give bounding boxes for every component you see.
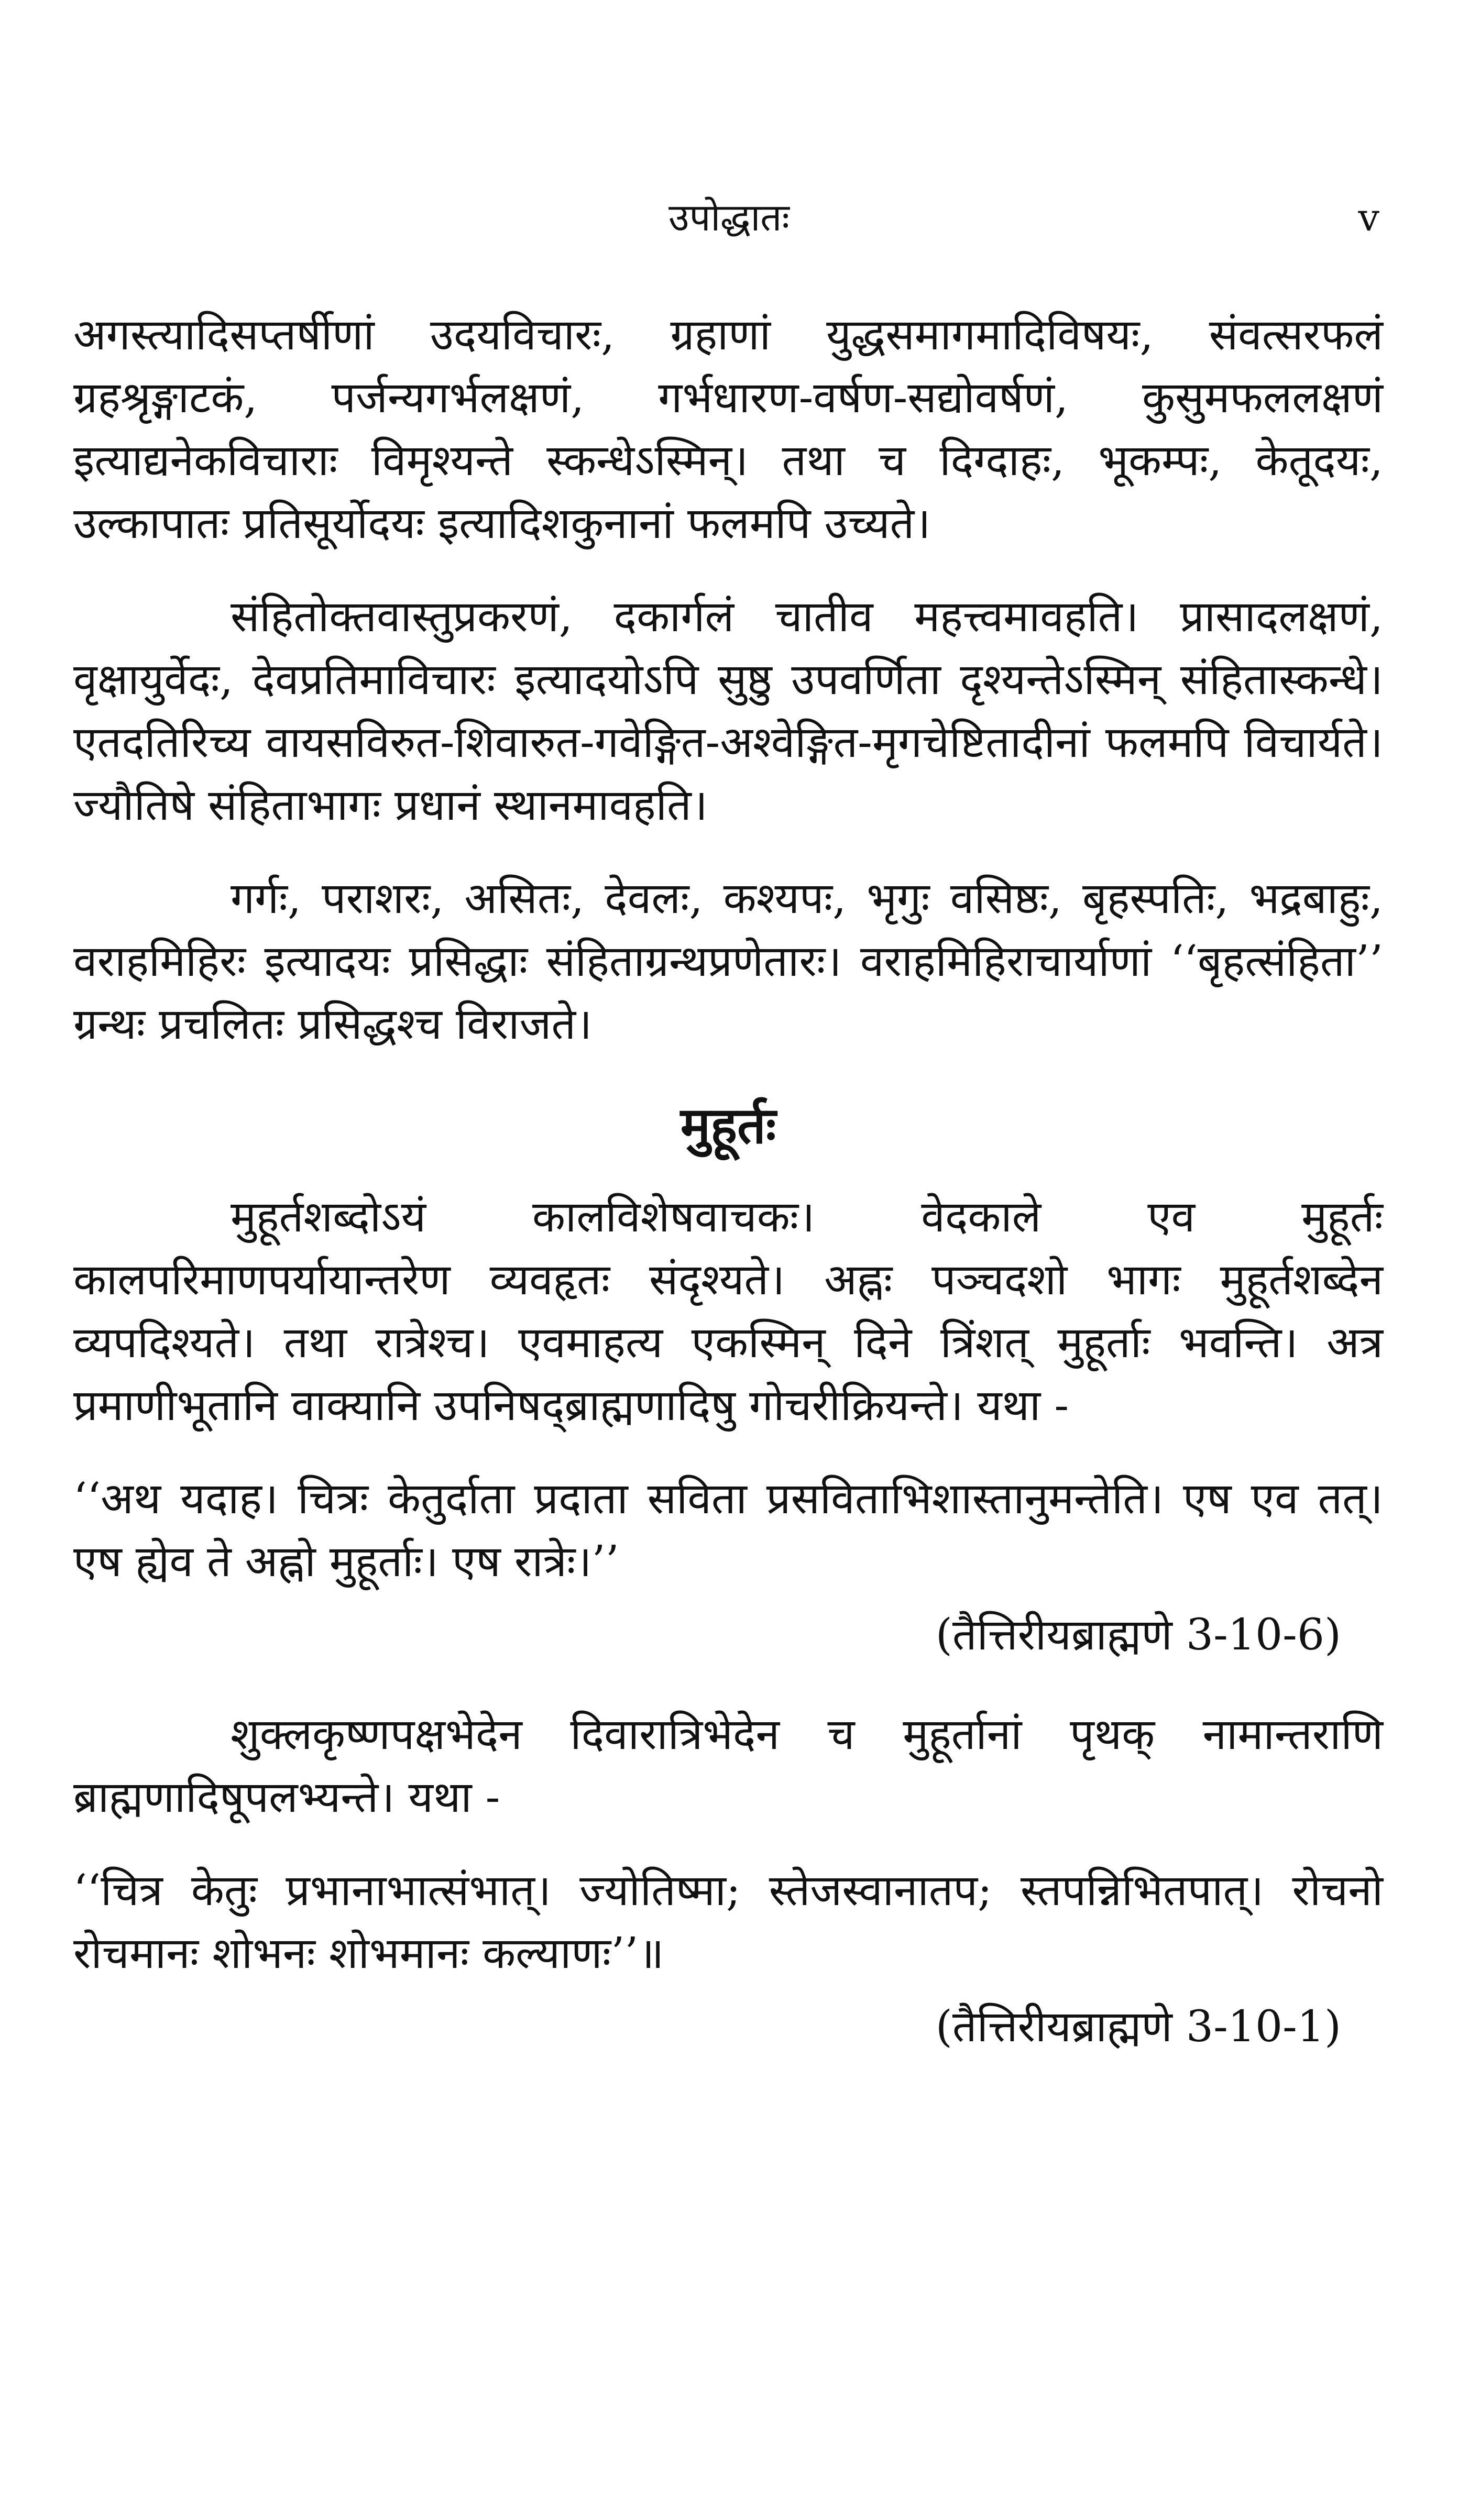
paragraph-vastu: संहितोक्तवास्तुप्रकरणं, दकार्गलं चातीव महत्त्वमावहति। प्रासादलक्षणं, वृक्षायुर्वेदः, देवप्रतिमाविचारः इत्यादयोऽपि सुष्ठु उपवर्णिता दृश्यन्तेऽस्मिन् संहितास्कन्धे। एतदतिरिच्य वायसविरुत-शिवारुत-गवेङ्गित-अश्वेङ्गित-मृगचेष्टितादीनां फलमपि विचार्यते। ज्यौतिषे संहिताभागः प्रधानं स्थानमावहति। bbox=[73, 592, 1383, 830]
paragraph-muhurta-names: शुक्लकृष्णपक्षभेदेन दिवारात्रिभेदेन च मुहूर्तानां पृथक् नामान्तराणि ब्राह्मणादिषूपलभ्यन्ते। यथा - bbox=[73, 1710, 1383, 1822]
page-body bbox=[73, 304, 1383, 2095]
page-number: v bbox=[1358, 195, 1379, 239]
running-head: उपोद्धातः bbox=[668, 195, 790, 239]
paragraph-authors: गर्गः, पराशरः, असितः, देवलः, कश्यपः, भृगुः वसिष्ठः, बृहस्पतिः, भद्रबाहुः, वराहमिहिरः इत्यादयः प्रसिद्धाः संहिताग्रन्थप्रणेतारः। वराहमिहिराचार्याणां ‘‘बृहत्संहिता’’ ग्रन्थः प्रचलितः प्रसिद्धश्च विराजते। bbox=[73, 874, 1383, 1049]
page-header bbox=[73, 189, 1385, 246]
quotation-1: ‘‘अथ यदाह। चित्रः केतुर्दाता प्रदाता सविता प्रसविताभिशास्तानुमन्तेति। एष एव तत्। एष ह्येव ते अह्नो मुहूर्ताः। एष रात्रेः।’’ bbox=[73, 1474, 1383, 1587]
citation-2: (तैत्तिरीयब्राह्मणे 3-10-1) bbox=[935, 2002, 1341, 2052]
paragraph-samhita-topics: अगस्त्यादिसप्तर्षीणां उदयविचारः, ग्रहाणां युद्धसमागमादिविषयः, संवत्सरफलं ग्रहश्रृङ्गाटकं, पर्जन्यगर्भलक्षणं, गर्भधारण-वर्षण-सद्योवर्षणं, कुसुमफललक्षणं इत्याद्यनेकविचाराः विमृश्यन्ते स्कन्धेऽस्मिन्। तथा च दिग्दाहः, भूकम्पः, केतूदयः, उल्कापातः प्रतिसूर्योदयः इत्यादिशकुनानां फलमपि उच्यते। bbox=[73, 310, 1383, 548]
section-heading: मुहूर्तः bbox=[680, 1096, 776, 1155]
citation-1: (तैत्तिरीयब्राह्मणे 3-10-6) bbox=[935, 1610, 1341, 1660]
quotation-2: ‘‘चित्र केतुः प्रभानाभात्संभात्। ज्योतिष्मा; स्तेजस्वानातप; स्तपन्निभितपात्। रोचनो रोचमानः शोभनः शोभमानः कल्याणः’’॥ bbox=[73, 1866, 1383, 1978]
paragraph-muhurta-definition: मुहूर्तशब्दोऽयं कालविशेषवाचकः। वेदकाले एव मुहूर्तः कालपरिमाणपर्यायान्तरेण व्यवहृतः संदृश्यते। अह्नः पञ्चदशो भागः मुहूर्तशब्देन व्यपदिश्यते। तथा रात्रेश्च। एवमाहत्य एकस्मिन् दिने त्रिंशत् मुहूर्ताः भवन्ति। अत्र प्रमाणीभूतानि वाक्यानि उपनिषद्ब्राह्मणादिषु गोचरीक्रियन्ते। यथा - bbox=[73, 1192, 1383, 1430]
